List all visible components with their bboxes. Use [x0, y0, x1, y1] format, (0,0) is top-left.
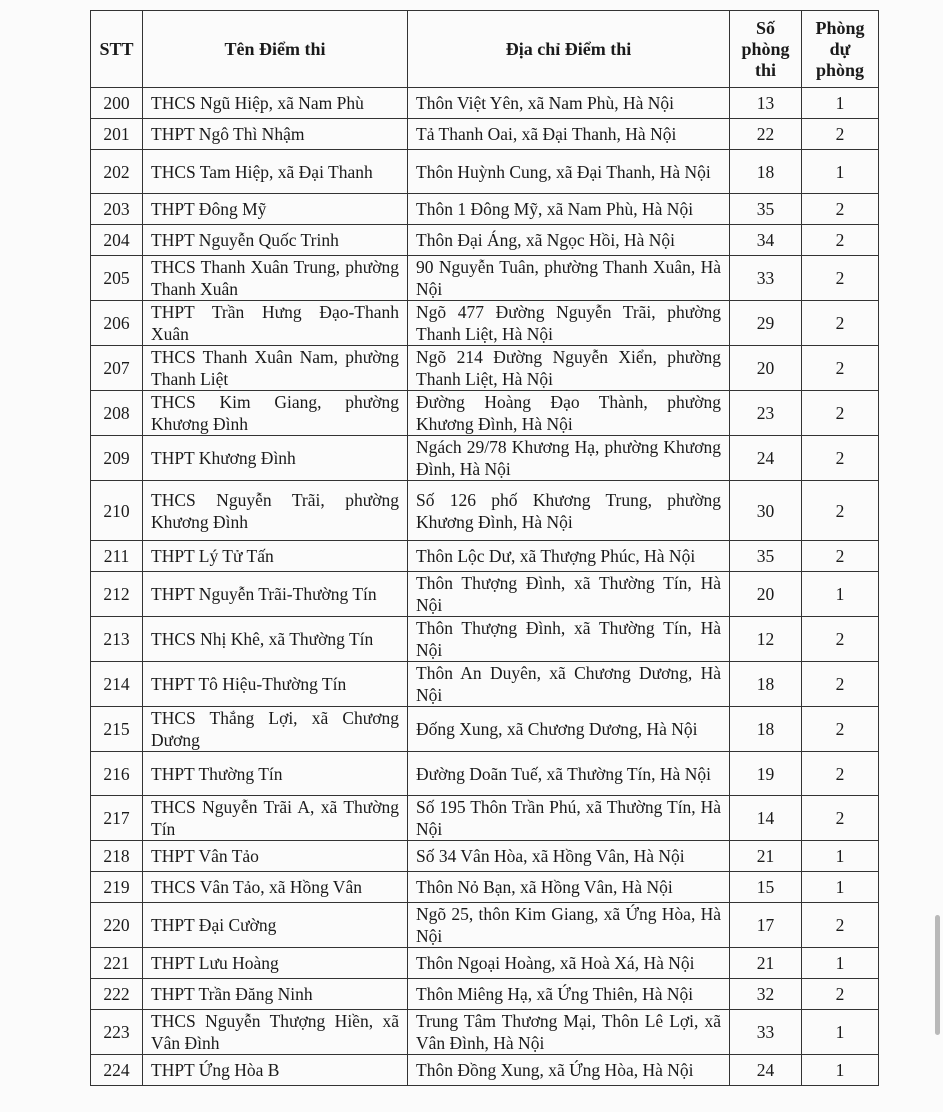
row-reserve: 2: [802, 707, 879, 752]
table-row: [91, 436, 879, 481]
table-row: [91, 841, 879, 872]
row-stt: 224: [91, 1055, 143, 1086]
header-rooms-line1: Số: [755, 17, 775, 38]
row-reserve: 2: [802, 617, 879, 662]
row-address: Số 195 Thôn Trần Phú, xã Thường Tín, Hà Nội: [408, 796, 730, 841]
row-rooms: 20: [730, 346, 802, 391]
row-stt: 200: [91, 88, 143, 119]
row-stt: 216: [91, 752, 143, 796]
table-row: [91, 1010, 879, 1055]
table-row: [91, 752, 879, 796]
row-address: Thôn Lộc Dư, xã Thượng Phúc, Hà Nội: [408, 541, 730, 572]
row-address: Thôn Thượng Đình, xã Thường Tín, Hà Nội: [408, 617, 730, 662]
table-row: [91, 617, 879, 662]
exam-locations-table: [90, 10, 879, 1086]
row-stt: 218: [91, 841, 143, 872]
row-rooms: 13: [730, 88, 802, 119]
row-name: THCS Thắng Lợi, xã Chương Dương: [143, 707, 408, 752]
row-rooms: 17: [730, 903, 802, 948]
row-reserve: 2: [802, 752, 879, 796]
table-row: [91, 707, 879, 752]
header-rooms-line2: phòng: [741, 38, 790, 59]
row-address: Ngõ 214 Đường Nguyễn Xiển, phường Thanh Liệt, Hà Nội: [408, 346, 730, 391]
table-row: [91, 119, 879, 150]
row-stt: 204: [91, 225, 143, 256]
row-address: Đống Xung, xã Chương Dương, Hà Nội: [408, 707, 730, 752]
row-rooms: 24: [730, 1055, 802, 1086]
row-rooms: 33: [730, 256, 802, 301]
row-stt: 210: [91, 481, 143, 541]
row-rooms: 15: [730, 872, 802, 903]
table-row: [91, 481, 879, 541]
row-rooms: 33: [730, 1010, 802, 1055]
row-stt: 212: [91, 572, 143, 617]
row-reserve: 2: [802, 301, 879, 346]
row-name: THCS Nhị Khê, xã Thường Tín: [143, 617, 408, 662]
table-header-row: [91, 11, 879, 88]
row-address: Thôn Ngoại Hoàng, xã Hoà Xá, Hà Nội: [408, 948, 730, 979]
row-reserve: 2: [802, 481, 879, 541]
row-address: Thôn Thượng Đình, xã Thường Tín, Hà Nội: [408, 572, 730, 617]
row-rooms: 35: [730, 194, 802, 225]
row-name: THPT Lưu Hoàng: [143, 948, 408, 979]
table-row: [91, 88, 879, 119]
table-row: [91, 979, 879, 1010]
row-stt: 214: [91, 662, 143, 707]
row-stt: 221: [91, 948, 143, 979]
row-stt: 223: [91, 1010, 143, 1055]
row-rooms: 14: [730, 796, 802, 841]
row-name: THCS Nguyễn Thượng Hiền, xã Vân Đình: [143, 1010, 408, 1055]
row-rooms: 23: [730, 391, 802, 436]
row-name: THPT Thường Tín: [143, 752, 408, 796]
table-row: [91, 796, 879, 841]
table-body: [91, 88, 879, 1086]
row-reserve: 2: [802, 225, 879, 256]
row-rooms: 24: [730, 436, 802, 481]
row-reserve: 2: [802, 346, 879, 391]
row-reserve: 1: [802, 1010, 879, 1055]
row-address: Ngách 29/78 Khương Hạ, phường Khương Đình, Hà Nội: [408, 436, 730, 481]
row-name: THPT Khương Đình: [143, 436, 408, 481]
row-address: Thôn Việt Yên, xã Nam Phù, Hà Nội: [408, 88, 730, 119]
row-rooms: 30: [730, 481, 802, 541]
table-row: [91, 346, 879, 391]
row-rooms: 18: [730, 707, 802, 752]
row-address: Số 126 phố Khương Trung, phường Khương Đình, Hà Nội: [408, 481, 730, 541]
row-stt: 206: [91, 301, 143, 346]
header-rooms-line3: thi: [754, 59, 776, 80]
row-stt: 211: [91, 541, 143, 572]
table-row: [91, 572, 879, 617]
row-stt: 217: [91, 796, 143, 841]
table-row: [91, 541, 879, 572]
row-address: Ngõ 477 Đường Nguyễn Trãi, phường Thanh Liệt, Hà Nội: [408, 301, 730, 346]
row-reserve: 2: [802, 194, 879, 225]
row-stt: 208: [91, 391, 143, 436]
table-row: [91, 194, 879, 225]
header-stt: STT: [91, 11, 143, 88]
row-reserve: 2: [802, 256, 879, 301]
row-address: Đường Hoàng Đạo Thành, phường Khương Đình, Hà Nội: [408, 391, 730, 436]
row-address: Thôn Huỳnh Cung, xã Đại Thanh, Hà Nội: [408, 150, 730, 194]
table-row: [91, 872, 879, 903]
row-reserve: 1: [802, 572, 879, 617]
row-reserve: 2: [802, 796, 879, 841]
row-name: THCS Tam Hiệp, xã Đại Thanh: [143, 150, 408, 194]
row-rooms: 18: [730, 150, 802, 194]
row-name: THCS Nguyễn Trãi, phường Khương Đình: [143, 481, 408, 541]
row-stt: 213: [91, 617, 143, 662]
header-address: Địa chỉ Điểm thi: [408, 11, 730, 88]
row-rooms: 34: [730, 225, 802, 256]
row-address: Thôn Nỏ Bạn, xã Hồng Vân, Hà Nội: [408, 872, 730, 903]
table-row: [91, 256, 879, 301]
row-name: THPT Lý Tử Tấn: [143, 541, 408, 572]
row-name: THPT Nguyễn Quốc Trinh: [143, 225, 408, 256]
row-stt: 201: [91, 119, 143, 150]
header-rooms: [730, 11, 802, 88]
row-stt: 209: [91, 436, 143, 481]
row-address: 90 Nguyễn Tuân, phường Thanh Xuân, Hà Nội: [408, 256, 730, 301]
row-stt: 215: [91, 707, 143, 752]
scrollbar[interactable]: [935, 915, 940, 1035]
row-rooms: 19: [730, 752, 802, 796]
row-stt: 205: [91, 256, 143, 301]
table-row: [91, 391, 879, 436]
table-row: [91, 301, 879, 346]
row-address: Ngõ 25, thôn Kim Giang, xã Ứng Hòa, Hà Nội: [408, 903, 730, 948]
row-rooms: 35: [730, 541, 802, 572]
row-address: Thôn An Duyên, xã Chương Dương, Hà Nội: [408, 662, 730, 707]
row-stt: 202: [91, 150, 143, 194]
header-reserve: [802, 11, 879, 88]
header-reserve-line1: Phòng: [815, 17, 865, 38]
row-rooms: 21: [730, 841, 802, 872]
row-address: Số 34 Vân Hòa, xã Hồng Vân, Hà Nội: [408, 841, 730, 872]
row-reserve: 2: [802, 662, 879, 707]
row-reserve: 1: [802, 948, 879, 979]
row-reserve: 1: [802, 872, 879, 903]
row-stt: 222: [91, 979, 143, 1010]
header-name: Tên Điểm thi: [143, 11, 408, 88]
row-name: THCS Nguyễn Trãi A, xã Thường Tín: [143, 796, 408, 841]
row-address: Đường Doãn Tuế, xã Thường Tín, Hà Nội: [408, 752, 730, 796]
row-name: THCS Kim Giang, phường Khương Đình: [143, 391, 408, 436]
row-reserve: 1: [802, 88, 879, 119]
row-name: THPT Đông Mỹ: [143, 194, 408, 225]
header-reserve-line3: phòng: [815, 59, 865, 80]
row-address: Thôn Đồng Xung, xã Ứng Hòa, Hà Nội: [408, 1055, 730, 1086]
table-row: [91, 1055, 879, 1086]
table-row: [91, 150, 879, 194]
row-rooms: 29: [730, 301, 802, 346]
row-reserve: 1: [802, 1055, 879, 1086]
row-address: Thôn 1 Đông Mỹ, xã Nam Phù, Hà Nội: [408, 194, 730, 225]
row-name: THPT Trần Hưng Đạo-Thanh Xuân: [143, 301, 408, 346]
row-name: THCS Thanh Xuân Nam, phường Thanh Liệt: [143, 346, 408, 391]
row-address: Trung Tâm Thương Mại, Thôn Lê Lợi, xã Vân Đình, Hà Nội: [408, 1010, 730, 1055]
row-name: THPT Nguyễn Trãi-Thường Tín: [143, 572, 408, 617]
row-name: THPT Vân Tảo: [143, 841, 408, 872]
row-reserve: 2: [802, 391, 879, 436]
row-reserve: 2: [802, 119, 879, 150]
row-name: THPT Ứng Hòa B: [143, 1055, 408, 1086]
table-row: [91, 948, 879, 979]
row-name: THPT Trần Đăng Ninh: [143, 979, 408, 1010]
row-name: THPT Ngô Thì Nhậm: [143, 119, 408, 150]
row-rooms: 22: [730, 119, 802, 150]
table-row: [91, 225, 879, 256]
row-name: THPT Tô Hiệu-Thường Tín: [143, 662, 408, 707]
row-name: THCS Vân Tảo, xã Hồng Vân: [143, 872, 408, 903]
row-reserve: 2: [802, 541, 879, 572]
row-name: THCS Thanh Xuân Trung, phường Thanh Xuân: [143, 256, 408, 301]
row-name: THPT Đại Cường: [143, 903, 408, 948]
row-stt: 207: [91, 346, 143, 391]
row-stt: 219: [91, 872, 143, 903]
row-reserve: 2: [802, 436, 879, 481]
row-address: Thôn Miêng Hạ, xã Ứng Thiên, Hà Nội: [408, 979, 730, 1010]
row-rooms: 32: [730, 979, 802, 1010]
row-address: Thôn Đại Áng, xã Ngọc Hồi, Hà Nội: [408, 225, 730, 256]
row-reserve: 2: [802, 979, 879, 1010]
row-rooms: 18: [730, 662, 802, 707]
table-row: [91, 903, 879, 948]
row-rooms: 20: [730, 572, 802, 617]
row-reserve: 1: [802, 150, 879, 194]
row-reserve: 1: [802, 841, 879, 872]
row-name: THCS Ngũ Hiệp, xã Nam Phù: [143, 88, 408, 119]
row-rooms: 12: [730, 617, 802, 662]
row-rooms: 21: [730, 948, 802, 979]
row-reserve: 2: [802, 903, 879, 948]
table-row: [91, 662, 879, 707]
row-address: Tả Thanh Oai, xã Đại Thanh, Hà Nội: [408, 119, 730, 150]
header-reserve-line2: dự: [829, 38, 851, 59]
row-stt: 220: [91, 903, 143, 948]
row-stt: 203: [91, 194, 143, 225]
